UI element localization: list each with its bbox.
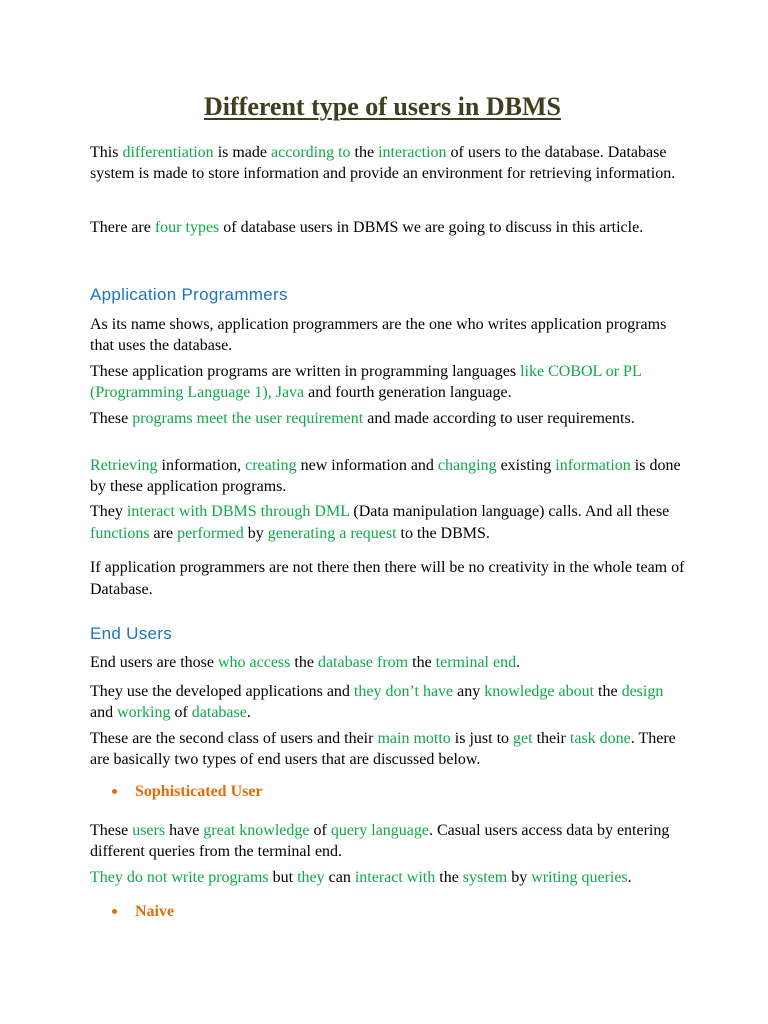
text-run: the	[350, 144, 379, 161]
intro-paragraph-2	[90, 217, 690, 239]
highlighted-text: they	[297, 869, 325, 886]
highlighted-text: design	[621, 683, 664, 700]
highlighted-text: working	[117, 704, 171, 721]
text-run: new information and	[296, 457, 438, 474]
highlighted-text: information	[555, 457, 631, 474]
highlighted-text: system	[462, 869, 508, 886]
text-run: the	[594, 683, 622, 700]
bullet-naive	[112, 903, 174, 921]
highlighted-text: programs meet the user requirement	[132, 410, 364, 427]
section-heading-end-users: End Users	[90, 624, 173, 643]
text-run: These	[90, 822, 133, 839]
text-run: is just to	[450, 730, 514, 747]
text-run: by	[243, 525, 268, 542]
page-title: Different type of users in DBMS	[204, 92, 561, 121]
text-run: If application programmers are not there then there will be no creativity in the whole team of Database.	[90, 559, 685, 598]
text-run: is done by these application programs.	[90, 457, 681, 495]
text-run: their	[532, 730, 570, 747]
end-users-paragraph-1	[90, 652, 690, 673]
text-run: and	[90, 704, 118, 721]
highlighted-text: creating	[245, 457, 297, 474]
highlighted-text: who access	[217, 654, 291, 671]
highlighted-text: interact with DBMS through DML	[126, 503, 350, 520]
text-run: These	[90, 410, 133, 427]
end-users-paragraph-3	[90, 728, 690, 770]
highlighted-text: functions	[90, 525, 150, 542]
highlighted-text: query language	[330, 822, 429, 839]
text-run: can	[324, 869, 355, 886]
highlighted-text: database	[191, 704, 247, 721]
text-run: to the DBMS.	[396, 525, 490, 542]
text-run: . There are basically two types of end users that are discussed below.	[90, 730, 676, 768]
highlighted-text: changing	[437, 457, 497, 474]
text-run: are	[149, 525, 178, 542]
highlighted-text: terminal end	[435, 654, 517, 671]
highlighted-text: interact with	[354, 869, 436, 886]
text-run: is made	[213, 144, 272, 161]
end-users-paragraph-2	[90, 681, 690, 723]
highlighted-text: they don’t have	[353, 683, 454, 700]
text-run: As its name shows, application programmers are the one who writes application programs that uses the database.	[90, 316, 667, 354]
text-run: existing	[496, 457, 556, 474]
highlighted-text: task done	[569, 730, 631, 747]
end-users-paragraph-4	[90, 820, 690, 862]
text-run: They use the developed applications and	[90, 683, 354, 700]
app-programmers-paragraph-2	[90, 361, 690, 403]
text-run: the	[408, 654, 436, 671]
highlighted-text: generating a request	[267, 525, 397, 542]
text-run: of	[170, 704, 192, 721]
text-run: the	[435, 869, 463, 886]
app-programmers-paragraph-6	[90, 557, 690, 601]
text-run: .	[246, 704, 251, 721]
text-run: the	[290, 654, 318, 671]
text-run: of database users in DBMS we are going to discuss in this article.	[219, 219, 644, 236]
intro-paragraph-1	[90, 142, 690, 184]
highlighted-text: great knowledge	[203, 822, 310, 839]
section-heading-application-programmers: Application Programmers	[90, 285, 288, 304]
text-run: and made according to user requirements.	[363, 410, 635, 427]
highlighted-text: interaction	[378, 144, 447, 161]
bullet-label: Sophisticated User	[135, 783, 263, 800]
text-run: (Data manipulation language) calls. And all these	[349, 503, 670, 520]
bullet-dot-icon	[112, 909, 117, 914]
end-users-paragraph-5	[90, 867, 690, 888]
text-run: There are	[90, 219, 155, 236]
text-run: of	[309, 822, 331, 839]
bullet-sophisticated-user	[112, 783, 263, 801]
highlighted-text: get	[513, 730, 533, 747]
highlighted-text: differentiation	[122, 144, 214, 161]
highlighted-text: Retrieving	[90, 457, 158, 474]
text-run: of users to the database. Database system is made to store information and provide an environment for retrieving information.	[90, 144, 676, 182]
text-run: by	[507, 869, 532, 886]
app-programmers-paragraph-4	[90, 455, 690, 497]
text-run: . Casual users access data by entering different queries from the terminal end.	[90, 822, 670, 860]
text-run: .	[516, 654, 521, 671]
text-run: They	[90, 503, 127, 520]
text-run: This	[90, 144, 123, 161]
text-run: any	[453, 683, 485, 700]
text-run: These application programs are written in programming languages	[90, 363, 521, 380]
text-run: have	[165, 822, 204, 839]
highlighted-text: They do not write programs	[90, 869, 269, 886]
highlighted-text: according to	[271, 144, 351, 161]
highlighted-text: writing queries	[531, 869, 628, 886]
app-programmers-paragraph-5	[90, 501, 690, 545]
bullet-dot-icon	[112, 789, 117, 794]
text-run: but	[268, 869, 298, 886]
text-run: End users are those	[90, 654, 218, 671]
text-run: and fourth generation language.	[304, 384, 512, 401]
text-run: information,	[157, 457, 246, 474]
text-run: .	[627, 869, 632, 886]
app-programmers-paragraph-3	[90, 408, 690, 429]
highlighted-text: performed	[177, 525, 244, 542]
app-programmers-paragraph-1	[90, 314, 690, 356]
bullet-label: Naive	[135, 903, 175, 920]
text-run: These are the second class of users and their	[90, 730, 378, 747]
highlighted-text: database from	[317, 654, 409, 671]
highlighted-text: knowledge about	[484, 683, 595, 700]
highlighted-text: like COBOL or PL (Programming Language 1), Java	[90, 363, 642, 401]
highlighted-text: main motto	[377, 730, 451, 747]
highlighted-text: users	[132, 822, 166, 839]
highlighted-text: four types	[154, 219, 220, 236]
